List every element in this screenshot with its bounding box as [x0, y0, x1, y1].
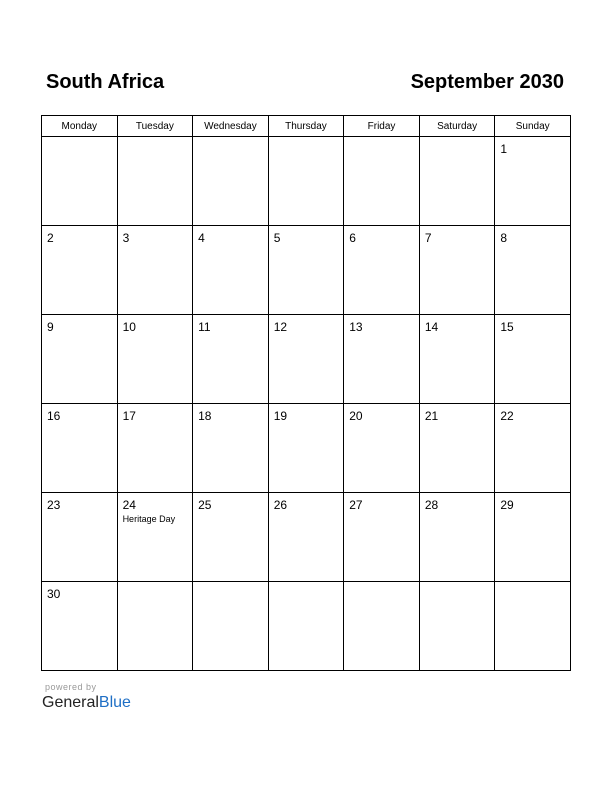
day-number: 26	[273, 498, 288, 512]
calendar-day-cell	[42, 315, 118, 404]
weekday-header: Friday	[344, 116, 420, 137]
calendar-day-cell	[193, 582, 269, 671]
holiday-label: Heritage Day	[122, 514, 176, 524]
calendar-day-cell	[495, 315, 571, 404]
day-number: 8	[500, 231, 508, 245]
calendar-day-cell	[419, 493, 495, 582]
calendar-day-cell	[117, 137, 193, 226]
calendar-day-cell	[495, 404, 571, 493]
calendar-day-cell	[117, 493, 193, 582]
day-number: 15	[500, 320, 514, 334]
weekday-header: Monday	[42, 116, 118, 137]
day-number: 11	[198, 320, 211, 334]
day-number: 27	[349, 498, 363, 512]
day-number: 23	[47, 498, 61, 512]
calendar-day-cell	[419, 582, 495, 671]
day-number: 5	[273, 231, 281, 245]
day-number: 24	[122, 498, 136, 512]
calendar-day-cell	[42, 404, 118, 493]
day-number: 9	[47, 320, 54, 334]
calendar-day-cell	[42, 226, 118, 315]
calendar-day-cell	[117, 315, 193, 404]
day-number: 29	[500, 498, 514, 512]
weekday-header: Thursday	[268, 116, 344, 137]
calendar-day-cell	[344, 582, 420, 671]
calendar-day-cell	[193, 315, 269, 404]
calendar-week-row	[42, 404, 571, 493]
calendar-day-cell	[42, 137, 118, 226]
calendar-day-cell	[495, 582, 571, 671]
day-number: 4	[198, 231, 205, 245]
day-number: 3	[122, 231, 130, 245]
calendar-day-cell	[344, 404, 420, 493]
generalblue-logo[interactable]	[42, 694, 131, 712]
day-number: 25	[198, 498, 212, 512]
weekday-header: Wednesday	[193, 116, 269, 137]
day-number: 12	[273, 320, 288, 334]
logo-text-general: General	[42, 694, 99, 711]
calendar-day-cell	[268, 137, 344, 226]
day-number: 30	[47, 587, 61, 601]
calendar-day-cell	[193, 493, 269, 582]
calendar-week-row	[42, 137, 571, 226]
day-number: 22	[500, 409, 514, 423]
calendar-day-cell	[495, 493, 571, 582]
day-number: 28	[424, 498, 439, 512]
calendar-day-cell	[419, 315, 495, 404]
calendar-day-cell	[268, 582, 344, 671]
calendar-day-cell	[344, 493, 420, 582]
day-number: 13	[349, 320, 363, 334]
day-number: 17	[122, 409, 136, 423]
weekday-header: Sunday	[495, 116, 571, 137]
calendar-day-cell	[42, 493, 118, 582]
day-number: 19	[273, 409, 288, 423]
day-number: 1	[500, 142, 508, 156]
calendar-day-cell	[344, 137, 420, 226]
day-number: 2	[47, 231, 54, 245]
calendar-day-cell	[117, 404, 193, 493]
weekday-header: Saturday	[419, 116, 495, 137]
calendar-day-cell	[344, 315, 420, 404]
calendar-day-cell	[268, 493, 344, 582]
calendar-day-cell	[117, 582, 193, 671]
calendar-day-cell	[344, 226, 420, 315]
calendar-day-cell	[193, 226, 269, 315]
calendar-day-cell	[495, 137, 571, 226]
calendar-day-cell	[117, 226, 193, 315]
day-number: 18	[198, 409, 212, 423]
day-number: 14	[424, 320, 439, 334]
calendar-day-cell	[268, 226, 344, 315]
day-number: 10	[122, 320, 136, 334]
calendar-day-cell	[193, 404, 269, 493]
weekday-header: Tuesday	[117, 116, 193, 137]
calendar-country-title: South Africa	[46, 71, 165, 93]
day-number: 7	[424, 231, 432, 245]
calendar-day-cell	[42, 582, 118, 671]
calendar-day-cell	[268, 404, 344, 493]
weekday-header-row	[42, 116, 571, 137]
calendar-day-cell	[419, 226, 495, 315]
day-number: 20	[349, 409, 363, 423]
calendar-day-cell	[193, 137, 269, 226]
calendar-week-row	[42, 315, 571, 404]
calendar-week-row	[42, 226, 571, 315]
calendar-day-cell	[495, 226, 571, 315]
powered-by-label: powered by	[45, 682, 97, 692]
calendar-week-row	[42, 582, 571, 671]
day-number: 6	[349, 231, 356, 245]
calendar-month-title: September 2030	[410, 71, 564, 93]
calendar-grid	[41, 115, 571, 671]
calendar-week-row	[42, 493, 571, 582]
day-number: 21	[424, 409, 439, 423]
logo-text-blue: Blue	[98, 694, 131, 711]
day-number: 16	[47, 409, 61, 423]
calendar-day-cell	[419, 137, 495, 226]
calendar-day-cell	[419, 404, 495, 493]
calendar-day-cell	[268, 315, 344, 404]
calendar-body	[42, 137, 571, 671]
